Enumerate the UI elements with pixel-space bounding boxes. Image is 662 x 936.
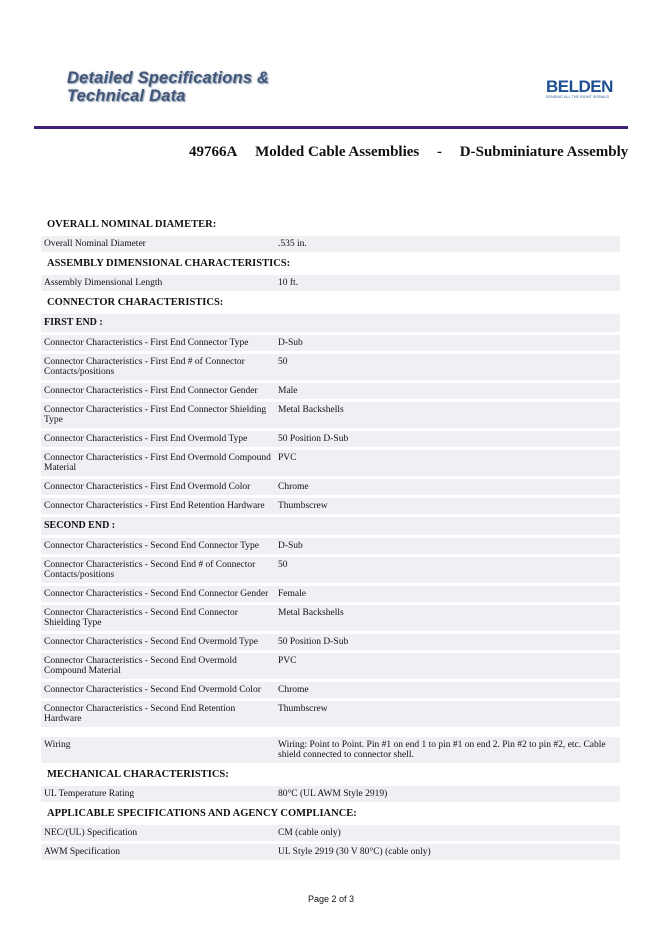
document-title <box>189 144 628 161</box>
spec-value: Thumbscrew <box>278 704 328 714</box>
spec-value: Metal Backshells <box>278 405 344 415</box>
spec-value: .535 in. <box>278 239 307 249</box>
logo-wordmark: BELDEN <box>546 77 613 96</box>
page-number: Page 2 of 3 <box>307 894 355 904</box>
spec-row <box>41 786 620 802</box>
spec-row <box>41 402 620 428</box>
spec-value: D-Sub <box>278 338 303 348</box>
section-title: ASSEMBLY DIMENSIONAL CHARACTERISTICS: <box>47 258 291 269</box>
section-title: OVERALL NOMINAL DIAMETER: <box>47 219 217 230</box>
spec-row-wiring <box>41 737 620 763</box>
spec-label: Connector Characteristics - Second End Connector Type <box>44 541 259 551</box>
spec-value: UL Style 2919 (30 V 80°C) (cable only) <box>278 847 431 857</box>
spec-value: 50 <box>278 560 288 570</box>
header-title-line2: Technical Data <box>67 87 186 105</box>
header-title-line1: Detailed Specifications & <box>67 69 270 87</box>
spec-label: Connector Characteristics - First End Connector Type <box>44 338 249 348</box>
spec-label: Connector Characteristics - Second End Overmold Compound Material <box>44 656 237 676</box>
spec-label: Connector Characteristics - Second End Connector Shielding Type <box>44 608 238 628</box>
spec-value: 80°C (UL AWM Style 2919) <box>278 789 388 799</box>
spec-row <box>41 498 620 514</box>
spec-value: Thumbscrew <box>278 501 328 511</box>
section-title: MECHANICAL CHARACTERISTICS: <box>47 769 229 780</box>
product-name: Molded Cable Assemblies <box>255 144 420 160</box>
spec-label: Connector Characteristics - First End Overmold Color <box>44 482 251 492</box>
spec-row <box>41 383 620 399</box>
spec-row <box>41 479 620 495</box>
spec-label: Connector Characteristics - Second End Overmold Color <box>44 685 261 695</box>
spec-label: Overall Nominal Diameter <box>44 239 146 249</box>
spec-row <box>41 431 620 447</box>
spec-value: Female <box>278 589 306 599</box>
title-separator: - <box>437 144 443 160</box>
spec-value: 50 Position D-Sub <box>278 637 349 647</box>
spec-label: NEC/(UL) Specification <box>44 828 138 838</box>
spec-label: Connector Characteristics - Second End # of Connector Contacts/positions <box>44 560 256 580</box>
header-divider <box>34 126 628 129</box>
spec-row <box>41 844 620 860</box>
spec-label: Connector Characteristics - First End Connector Gender <box>44 386 258 396</box>
header-title <box>67 69 269 105</box>
spec-label: Connector Characteristics - Second End Overmold Type <box>44 637 258 647</box>
spec-row <box>41 825 620 841</box>
spec-label: Connector Characteristics - Second End Connector Gender <box>44 589 269 599</box>
spec-row <box>41 354 620 380</box>
spec-row <box>41 275 620 291</box>
section-title: APPLICABLE SPECIFICATIONS AND AGENCY COMPLIANCE: <box>47 808 357 819</box>
spec-value: 10 ft. <box>278 278 299 288</box>
spec-label: Connector Characteristics - First End Retention Hardware <box>44 501 265 511</box>
section-title: CONNECTOR CHARACTERISTICS: <box>47 297 224 308</box>
product-type: D-Subminiature Assembly <box>459 144 629 160</box>
spec-label: Connector Characteristics - Second End Retention Hardware <box>44 704 236 724</box>
logo-tagline: SENDING ALL THE RIGHT SIGNALS <box>546 95 610 99</box>
spec-value: Wiring: Point to Point. Pin #1 on end 1 to pin #1 on end 2. Pin #2 to pin #2, etc. Cable shield connected to connector shell. <box>278 740 606 760</box>
spec-value: PVC <box>278 453 297 463</box>
spec-row <box>41 586 620 602</box>
spec-value: Male <box>278 386 298 396</box>
spec-label: Connector Characteristics - First End # of Connector Contacts/positions <box>44 357 245 377</box>
spec-sheet <box>41 216 620 863</box>
spec-value: 50 Position D-Sub <box>278 434 349 444</box>
spec-row <box>41 557 620 583</box>
subsection-second-end: SECOND END : <box>41 517 620 535</box>
spec-value: D-Sub <box>278 541 303 551</box>
spacer <box>41 730 620 737</box>
spec-value: Metal Backshells <box>278 608 344 618</box>
belden-logo <box>546 78 618 102</box>
spec-label: Assembly Dimensional Length <box>44 278 163 288</box>
spec-row <box>41 682 620 698</box>
subsection-first-end: FIRST END : <box>41 314 620 332</box>
spec-label: Connector Characteristics - First End Overmold Compound Material <box>44 453 271 473</box>
spec-label: Connector Characteristics - First End Connector Shielding Type <box>44 405 267 425</box>
spec-value: Chrome <box>278 685 309 695</box>
spec-label: UL Temperature Rating <box>44 789 135 799</box>
spec-row <box>41 634 620 650</box>
spec-row <box>41 335 620 351</box>
spec-row <box>41 701 620 727</box>
spec-row <box>41 450 620 476</box>
spec-label: Wiring <box>44 740 71 750</box>
spec-value: CM (cable only) <box>278 828 341 838</box>
spec-value: 50 <box>278 357 288 367</box>
spec-row <box>41 538 620 554</box>
spec-row <box>41 605 620 631</box>
spec-label: AWM Specification <box>44 847 121 857</box>
spec-label: Connector Characteristics - First End Overmold Type <box>44 434 248 444</box>
spec-value: Chrome <box>278 482 309 492</box>
spec-row <box>41 236 620 252</box>
part-number: 49766A <box>189 144 238 160</box>
spec-row <box>41 653 620 679</box>
spec-value: PVC <box>278 656 297 666</box>
